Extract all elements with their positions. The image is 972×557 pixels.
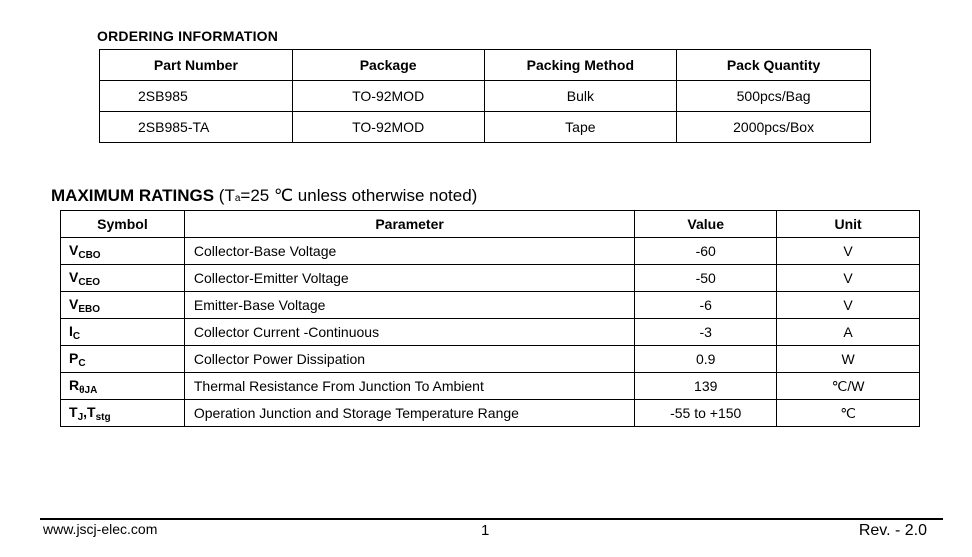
package-cell: TO-92MOD [292,81,484,112]
maximum-ratings-title-open: (T [214,186,235,205]
part-number-cell: 2SB985 [100,81,293,112]
unit-cell: W [777,346,920,373]
symbol-sub: EBO [78,303,101,315]
symbol-mid: ,T [83,403,96,420]
parameter-cell: Collector Power Dissipation [184,346,634,373]
symbol-sub: θJA [79,384,98,396]
unit-cell: V [777,265,920,292]
footer-page-number: 1 [481,522,490,539]
symbol-cell [61,238,185,265]
unit-cell: V [777,292,920,319]
symbol-main: V [69,295,79,312]
table-row [100,81,871,112]
header-packing-method: Packing Method [484,50,677,81]
value-cell: 139 [635,373,777,400]
parameter-cell: Collector-Emitter Voltage [184,265,634,292]
ordering-table [99,49,871,143]
table-row [61,292,920,319]
symbol-cell [61,265,185,292]
parameter-cell: Collector-Base Voltage [184,238,634,265]
maximum-ratings-title-rest: =25 ℃ unless otherwise noted) [240,186,478,205]
symbol-main: V [69,241,79,258]
symbol-cell [61,373,185,400]
symbol-main: P [69,349,79,366]
parameter-cell: Collector Current -Continuous [184,319,634,346]
table-row [61,373,920,400]
symbol-cell [61,400,185,427]
footer-website: www.jscj-elec.com [43,521,158,537]
header-parameter: Parameter [184,211,634,238]
symbol-cell [61,292,185,319]
table-row [61,265,920,292]
part-number-cell: 2SB985-TA [100,112,293,143]
header-part-number: Part Number [100,50,293,81]
parameter-cell: Emitter-Base Voltage [184,292,634,319]
symbol-cell [61,319,185,346]
unit-cell: ℃/W [777,373,920,400]
packing-method-cell: Tape [484,112,677,143]
value-cell: -55 to +150 [635,400,777,427]
symbol-main: R [69,376,80,393]
symbol-cell [61,346,185,373]
value-cell: 0.9 [635,346,777,373]
footer-divider [40,518,943,520]
value-cell: -60 [635,238,777,265]
table-row [61,346,920,373]
header-pack-quantity: Pack Quantity [677,50,871,81]
symbol-sub: C [78,357,86,369]
package-cell: TO-92MOD [292,112,484,143]
maximum-ratings-title-bold: MAXIMUM RATINGS [51,186,215,205]
ratings-header-row [61,211,920,238]
value-cell: -6 [635,292,777,319]
table-row [61,400,920,427]
symbol-sub: C [72,330,81,342]
ordering-information-title: ORDERING INFORMATION [97,28,279,44]
unit-cell: V [777,238,920,265]
pack-quantity-cell: 2000pcs/Box [677,112,871,143]
value-cell: -50 [635,265,777,292]
unit-cell: A [777,319,920,346]
header-unit: Unit [777,211,920,238]
unit-cell: ℃ [777,400,920,427]
ordering-header-row [100,50,871,81]
maximum-ratings-title-sub: a [234,193,241,204]
parameter-cell: Thermal Resistance From Junction To Ambient [184,373,634,400]
value-cell: -3 [635,319,777,346]
header-value: Value [635,211,777,238]
symbol-sub: CBO [78,249,101,261]
footer-revision: Rev. - 2.0 [858,522,927,539]
table-row [61,238,920,265]
header-symbol: Symbol [61,211,185,238]
symbol-sub-2: stg [95,411,111,423]
symbol-sub: J [77,411,84,423]
symbol-main: V [69,268,79,285]
maximum-ratings-title [51,186,477,206]
pack-quantity-cell: 500pcs/Bag [677,81,871,112]
symbol-main: T [69,403,78,420]
maximum-ratings-table [60,210,920,427]
symbol-sub: CEO [78,276,101,288]
header-package: Package [292,50,484,81]
table-row [61,319,920,346]
parameter-cell: Operation Junction and Storage Temperature Range [184,400,634,427]
table-row [100,112,871,143]
packing-method-cell: Bulk [484,81,677,112]
symbol-main: I [69,322,73,339]
